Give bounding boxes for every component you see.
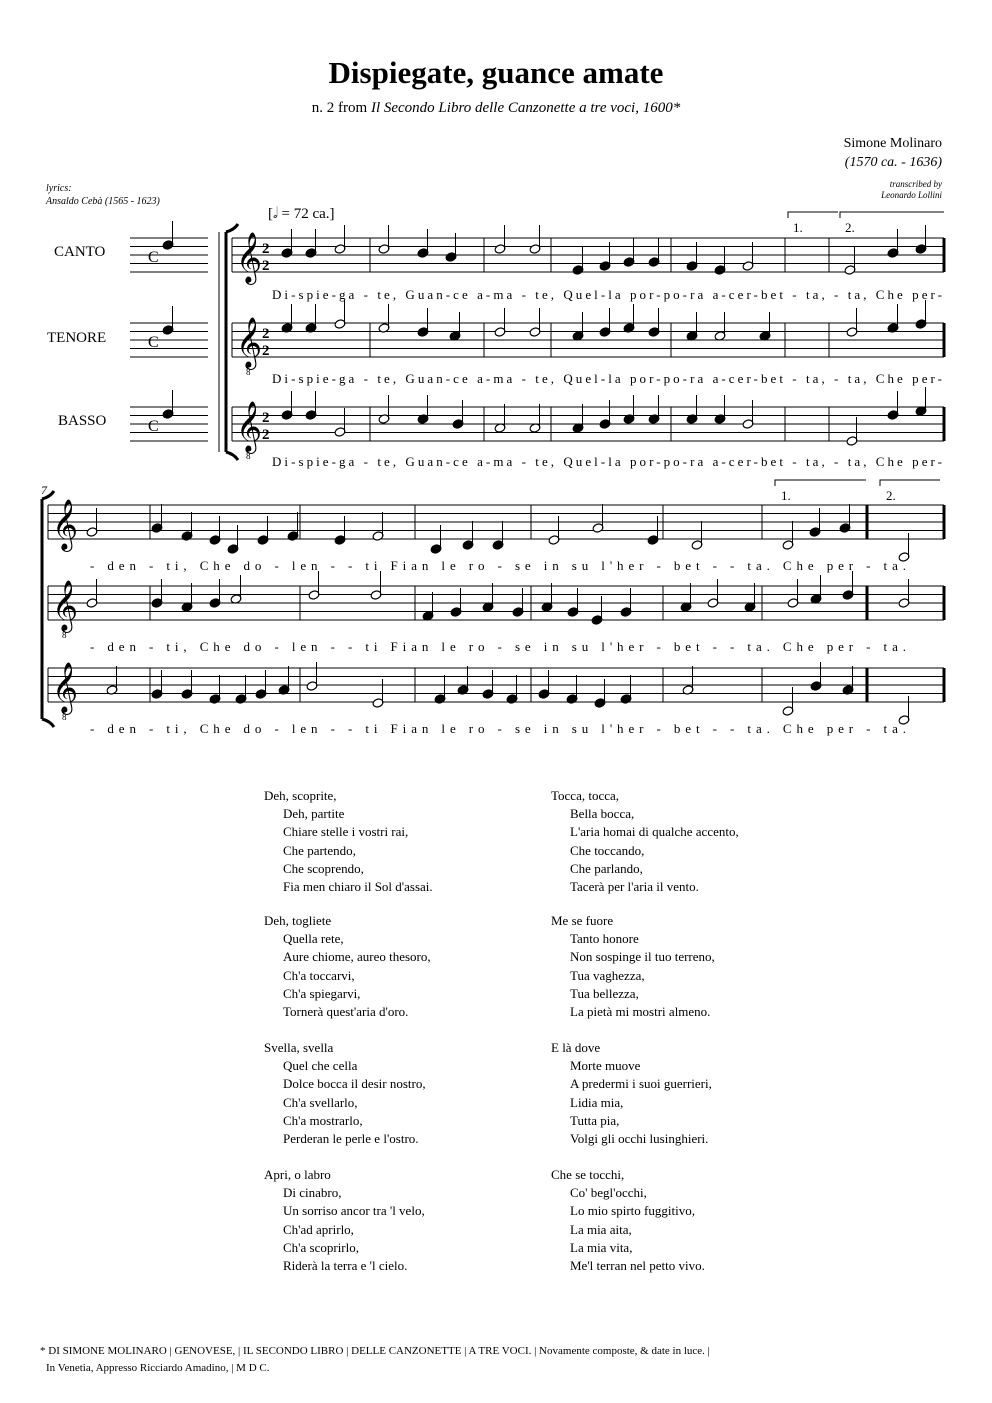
stanza-line: Quel che cella [283, 1058, 358, 1074]
composer-name: Simone Molinaro [843, 136, 942, 151]
stanza-line: Deh, partite [283, 806, 345, 822]
stanza-line: Quella rete, [283, 931, 344, 947]
lyrics-label: lyrics: [46, 183, 72, 194]
common-time-mark: C [148, 334, 159, 351]
octave-mark: 8 [62, 630, 67, 640]
stanza-line: L'aria homai di qualche accento, [570, 824, 739, 840]
voice-label-basso: BASSO [58, 413, 107, 429]
volta-bracket [880, 480, 940, 486]
common-time-mark: C [148, 418, 159, 435]
stanza-line: Me'l terran nel petto vivo. [570, 1258, 705, 1274]
stanza-right-3 [551, 1039, 712, 1148]
stanza-line: A predermi i suoi guerrieri, [570, 1076, 712, 1092]
source-footnote [40, 1343, 710, 1377]
stanza-line: Che partendo, [283, 842, 356, 858]
stanza-line: Tocca, tocca, [551, 788, 620, 803]
volta-2-system1: 2. [845, 220, 855, 235]
stanza-line: La mia aita, [570, 1221, 632, 1237]
time-signature: 2 [262, 326, 270, 342]
stanza-line: Morte muove [570, 1058, 641, 1074]
stanza-line: E là dove [551, 1040, 601, 1055]
time-signature: 2 [262, 241, 270, 257]
stanza-line: Aure chiome, aureo thesoro, [283, 949, 431, 965]
common-time-mark: C [148, 249, 159, 266]
volta-bracket [840, 212, 944, 218]
stanza-line: Tornerà quest'aria d'oro. [283, 1004, 409, 1020]
time-signature: 2 [262, 427, 270, 443]
footnote-line-1: * DI SIMONE MOLINARO | GENOVESE, | IL SECONDO LIBRO | DELLE CANZONETTE | A TRE VOCI. | Novamente composte, & date in luce. | [40, 1345, 710, 1357]
stanza-line: Deh, scoprite, [264, 788, 337, 803]
stanza-line: Tua vaghezza, [570, 967, 645, 983]
stanza-line: Lo mio spirto fuggitivo, [570, 1203, 695, 1219]
lyrics-basso-2: - den - ti, Che do - len - - ti Fian le ro - se in su l'her - bet - - ta. Che per - ta. [90, 721, 906, 736]
lyricist-name: Ansaldo Cebà (1565 - 1623) [46, 196, 160, 207]
stanza-line: Tutta pia, [570, 1112, 620, 1128]
lyrics-canto-1: Di-spie-ga - te, Guan-ce a-ma - te, Quel-la por-po-ra a-cer-bet - ta, - ta, Che per- [272, 287, 942, 302]
stanza-left-3 [264, 1039, 426, 1148]
stanza-line: Di cinabro, [283, 1185, 342, 1201]
time-signature: 2 [262, 343, 270, 359]
volta-1-system2: 1. [781, 488, 791, 503]
treble-clef-icon: 𝄞 [52, 662, 79, 713]
stanza-line: Lidia mia, [570, 1094, 624, 1110]
volta-2-system2: 2. [886, 488, 896, 503]
lyrics-tenore-1: Di-spie-ga - te, Guan-ce a-ma - te, Quel-la por-po-ra a-cer-bet - ta, - ta, Che per- [272, 371, 942, 386]
stanza-line: Bella bocca, [570, 806, 635, 822]
stanza-line: Apri, o labro [264, 1167, 331, 1182]
stanza-line: Ch'ad aprirlo, [283, 1221, 354, 1237]
time-signature: 2 [262, 258, 270, 274]
stanza-line: Chiare stelle i vostri rai, [283, 824, 409, 840]
stanza-line: Ch'a spiegarvi, [283, 985, 361, 1001]
stanza-line: La pietà mi mostri almeno. [570, 1004, 711, 1020]
stanza-line: Perderan le perle e l'ostro. [283, 1131, 419, 1147]
stanza-line: Ch'a mostrarlo, [283, 1112, 363, 1128]
stanza-line: Che parlando, [570, 860, 643, 876]
stanza-line: Che scoprendo, [283, 860, 364, 876]
stanza-line: Co' begl'occhi, [570, 1185, 647, 1201]
stanza-line: Ch'a svellarlo, [283, 1094, 358, 1110]
stanza-left-1 [264, 787, 433, 896]
volta-bracket [788, 212, 838, 218]
stanza-line: Riderà la terra e 'l cielo. [283, 1258, 408, 1274]
stanza-right-4 [551, 1166, 705, 1275]
stanza-line: Svella, svella [264, 1040, 334, 1055]
treble-clef-icon: 𝄞 [52, 580, 79, 631]
stanza-line: Dolce bocca il desir nostro, [283, 1076, 426, 1092]
stanza-line: Fia men chiaro il Sol d'assai. [283, 879, 433, 895]
stanza-line: Ch'a scoprirlo, [283, 1239, 359, 1255]
stanza-line: Un sorriso ancor tra 'l velo, [283, 1203, 425, 1219]
subtitle-source: Il Secondo Libro delle Canzonette a tre voci, 1600* [370, 100, 681, 116]
stanza-line: Me se fuore [551, 913, 614, 928]
lyrics-canto-2: - den - ti, Che do - len - - ti Fian le ro - se in su l'her - bet - - ta. Che per - ta. [90, 558, 906, 573]
footnote-line-2: In Venetia, Appresso Ricciardo Amadino, | M D C. [46, 1362, 270, 1374]
lyrics-tenore-2: - den - ti, Che do - len - - ti Fian le ro - se in su l'her - bet - - ta. Che per - ta. [90, 639, 906, 654]
voice-label-canto: CANTO [54, 244, 106, 260]
stanza-line: Ch'a toccarvi, [283, 967, 355, 983]
stanza-line: Che se tocchi, [551, 1167, 625, 1182]
volta-bracket [775, 480, 866, 486]
treble-clef-icon: 𝄞 [236, 401, 263, 452]
stanza-line: Tacerà per l'aria il vento. [570, 879, 699, 895]
transcriber-name: Leonardo Lollini [881, 190, 942, 200]
subtitle-prefix: n. 2 from [311, 100, 371, 116]
treble-clef-icon: 𝄞 [236, 317, 263, 368]
stanza-right-1 [551, 787, 739, 896]
transcribed-label: transcribed by [889, 179, 942, 189]
stanza-line: Tanto honore [570, 931, 639, 947]
measure-number: 7 [41, 483, 47, 497]
stanza-line: Volgi gli occhi lusinghieri. [570, 1131, 709, 1147]
time-signature: 2 [262, 410, 270, 426]
stanza-line: Deh, togliete [264, 913, 332, 928]
stanza-left-2 [264, 912, 431, 1021]
piece-title: Dispiegate, guance amate [328, 55, 664, 90]
octave-mark: 8 [246, 451, 251, 461]
stanza-line: Che toccando, [570, 842, 645, 858]
stanza-line: La mia vita, [570, 1239, 633, 1255]
stanza-left-4 [264, 1166, 425, 1275]
composer-dates: (1570 ca. - 1636) [844, 155, 942, 170]
treble-clef-icon: 𝄞 [236, 232, 263, 283]
stanza-line: Tua bellezza, [570, 985, 639, 1001]
octave-mark: 8 [62, 712, 67, 722]
treble-clef-icon: 𝄞 [52, 499, 79, 550]
tempo-marking: [𝅗𝅥 = 72 ca.] [268, 206, 335, 222]
lyrics-basso-1: Di-spie-ga - te, Guan-ce a-ma - te, Quel-la por-po-ra a-cer-bet - ta, - ta, Che per- [272, 454, 942, 469]
voice-label-tenore: TENORE [47, 330, 107, 346]
stanza-line: Non sospinge il tuo terreno, [570, 949, 715, 965]
octave-mark: 8 [246, 367, 251, 377]
volta-1-system1: 1. [793, 220, 803, 235]
stanza-right-2 [551, 912, 715, 1021]
